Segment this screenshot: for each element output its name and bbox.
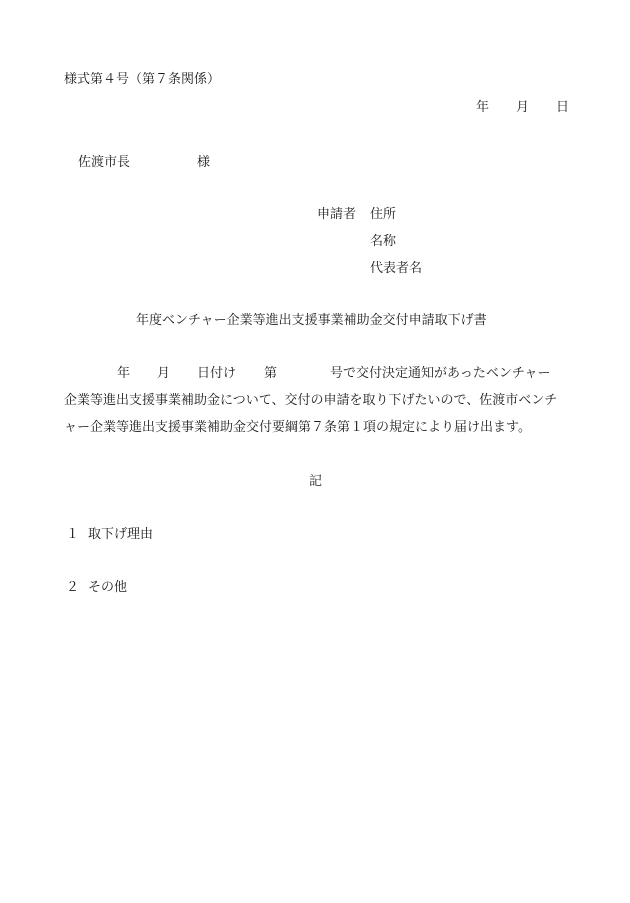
date-month: 月 [516,100,530,115]
ki-label: 記 [309,474,323,489]
body-date-suffix: 日付け [197,366,237,381]
applicant-representative-label: 代表者名 [370,261,423,276]
addressee-name: 佐渡市長 [78,155,131,170]
date-line [476,100,569,116]
document-title: 年度ベンチャー企業等進出支援事業補助金交付申請取下げ書 [136,313,487,328]
date-day: 日 [556,100,570,115]
body-line-1-rest: 号で交付決定通知があったベンチャー [330,366,551,381]
body-line-2: 企業等進出支援事業補助金について、交付の申請を取り下げたいので、佐渡市ベンチ [64,393,558,408]
addressee [78,155,211,171]
applicant-label: 申請者 [317,207,357,222]
item-label: 取下げ理由 [88,527,154,542]
body-month: 月 [157,366,171,381]
item-label: その他 [88,580,128,595]
applicant-address-label: 住所 [370,207,397,222]
body-year: 年 [117,366,131,381]
addressee-honorific: 様 [197,155,211,170]
date-year: 年 [476,100,490,115]
body-line-3: ャー企業等進出支援事業補助金交付要綱第７条第１項の規定により届け出ます。 [64,420,531,435]
applicant-name-label: 名称 [370,234,397,249]
list-item [66,580,127,596]
body-number-prefix: 第 [264,366,278,381]
form-number: 様式第４号（第７条関係） [64,72,221,87]
item-number: １ [66,527,80,542]
item-number: ２ [66,580,80,595]
list-item [66,527,153,543]
